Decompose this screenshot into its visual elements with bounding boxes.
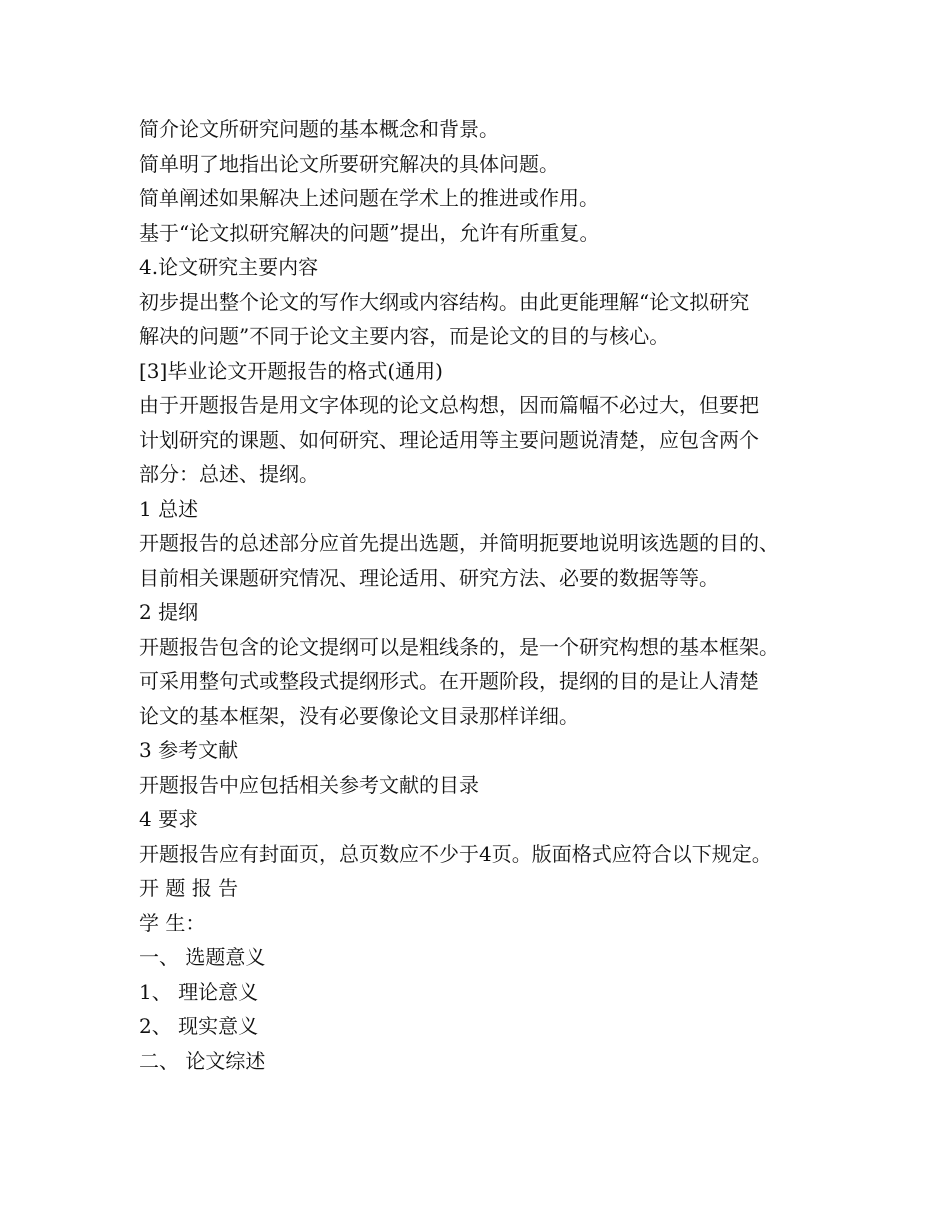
section-heading: 2 提纲 (139, 600, 199, 624)
text-line: 初步提出整个论文的写作大纲或内容结构。由此更能理解“论文拟研究 (139, 289, 750, 314)
text-line: 基于“论文拟研究解决的问题”提出，允许有所重复。 (139, 220, 600, 245)
text-line: 目前相关课题研究情况、理论适用、研究方法、必要的数据等等。 (139, 565, 719, 590)
outline-item: 2、 现实意义 (139, 1014, 259, 1038)
student-label: 学 生： (139, 910, 206, 935)
section-heading: 4.论文研究主要内容 (139, 255, 319, 279)
report-title: 开 题 报 告 (139, 876, 239, 900)
section-heading: 3 参考文献 (139, 738, 239, 762)
text-line: 论文的基本框架，没有必要像论文目录那样详细。 (139, 703, 579, 728)
text-line: 开题报告的总述部分应首先提出选题，并简明扼要地说明该选题的目的、 (139, 531, 779, 555)
outline-item: 一、 选题意义 (139, 945, 266, 969)
outline-item: 1、 理论意义 (139, 979, 259, 1004)
text-line: 由于开题报告是用文字体现的论文总构想，因而篇幅不必过大，但要把 (139, 393, 759, 417)
outline-item: 二、 论文综述 (139, 1048, 266, 1073)
text-line: 开题报告应有封面页，总页数应不少于4页。版面格式应符合以下规定。 (139, 841, 772, 866)
text-line: 简单阐述如果解决上述问题在学术上的推进或作用。 (139, 186, 599, 210)
text-line: 开题报告包含的论文提纲可以是粗线条的，是一个研究构想的基本框架。 (139, 634, 779, 659)
text-line: 部分：总述、提纲。 (139, 462, 319, 486)
text-line: 可采用整句式或整段式提纲形式。在开题阶段，提纲的目的是让人清楚 (139, 669, 759, 693)
text-line: 解决的问题”不同于论文主要内容，而是论文的目的与核心。 (139, 324, 670, 348)
text-line: 计划研究的课题、如何研究、理论适用等主要问题说清楚，应包含两个 (139, 427, 759, 452)
section-heading: [3]毕业论文开题报告的格式(通用) (139, 358, 443, 383)
text-line: 开题报告中应包括相关参考文献的目录 (139, 772, 479, 797)
text-line: 简单明了地指出论文所要研究解决的具体问题。 (139, 151, 559, 176)
section-heading: 4 要求 (139, 807, 199, 831)
section-heading: 1 总述 (139, 496, 199, 521)
document-body (139, 112, 829, 1078)
text-line: 简介论文所研究问题的基本概念和背景。 (139, 117, 499, 141)
